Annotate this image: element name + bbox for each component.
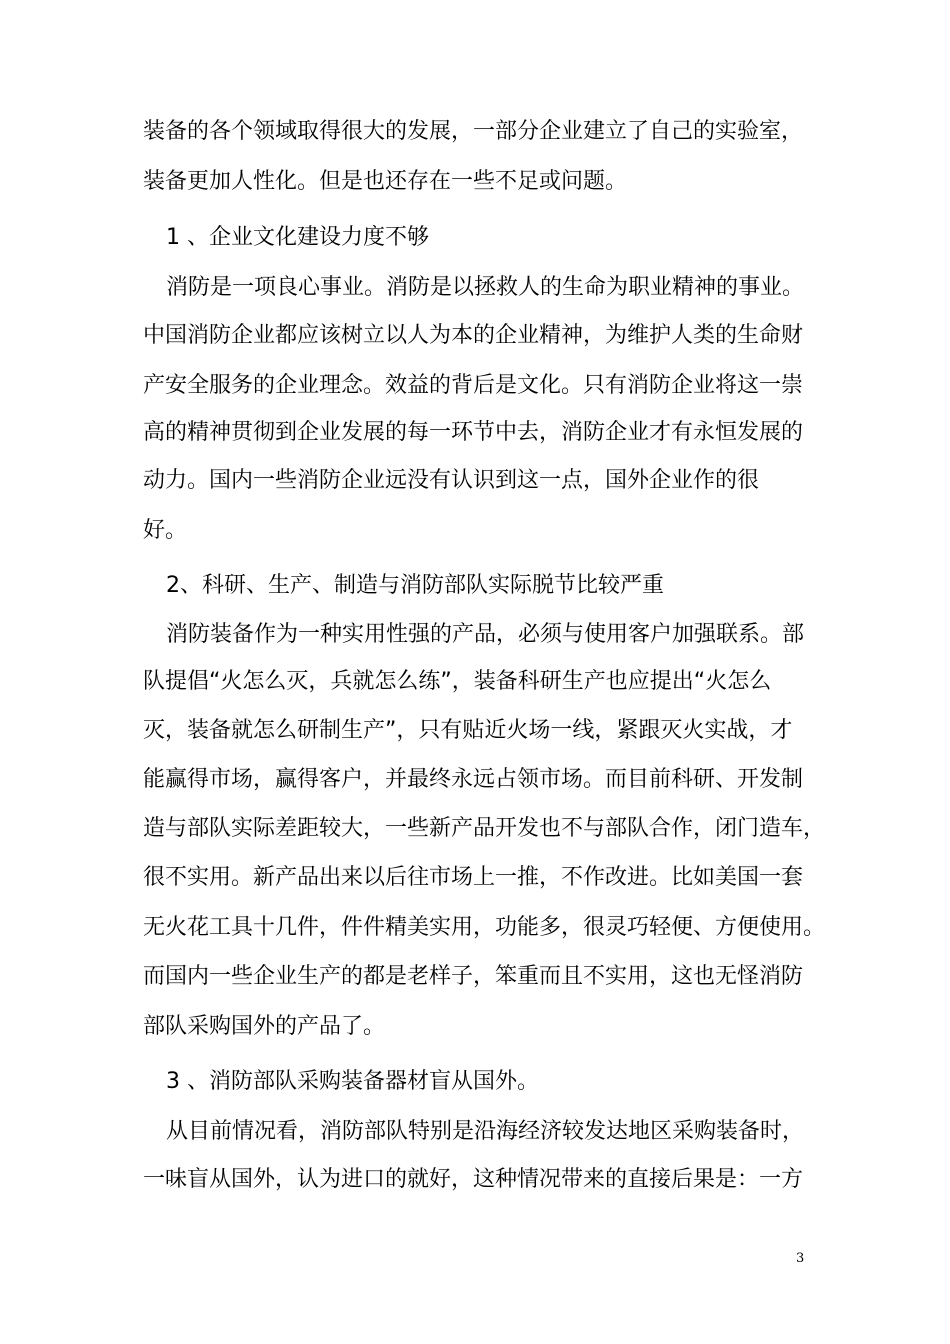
body-text-line: 能赢得市场，赢得客户，并最终永远占领市场。而目前科研、开发制 bbox=[143, 767, 804, 792]
body-text-line: 而国内一些企业生产的都是老样子，笨重而且不实用，这也无怪消防 bbox=[143, 964, 804, 989]
section-heading-1: 1 、企业文化建设力度不够 bbox=[166, 225, 429, 250]
body-text-line: 消防是一项良心事业。消防是以拯救人的生命为职业精神的事业。 bbox=[166, 275, 805, 300]
body-text-line: 很不实用。新产品出来以后往市场上一推，不作改进。比如美国一套 bbox=[143, 865, 804, 890]
section-heading-3: 3 、消防部队采购装备器材盲从国外。 bbox=[166, 1069, 539, 1094]
body-text-line: 中国消防企业都应该树立以人为本的企业精神，为维护人类的生命财 bbox=[143, 323, 804, 348]
body-text-line: 无火花工具十几件，件件精美实用，功能多，很灵巧轻便、方便使用。 bbox=[143, 915, 826, 940]
body-text-line: 动力。国内一些消防企业远没有认识到这一点，国外企业作的很 bbox=[143, 468, 760, 493]
body-text-line: 队提倡“火怎么灭，兵就怎么练”，装备科研生产也应提出“火怎么 bbox=[143, 669, 772, 694]
section-heading-2: 2、科研、生产、制造与消防部队实际脱节比较严重 bbox=[166, 573, 664, 598]
body-text-line: 好。 bbox=[143, 518, 188, 543]
body-text-line: 消防装备作为一种实用性强的产品，必须与使用客户加强联系。部 bbox=[166, 622, 805, 647]
body-text-line: 造与部队实际差距较大，一些新产品开发也不与部队合作，闭门造车， bbox=[143, 816, 826, 841]
body-text-line: 从目前情况看，消防部队特别是沿海经济较发达地区采购装备时， bbox=[166, 1119, 805, 1144]
body-text-line: 部队采购国外的产品了。 bbox=[143, 1014, 386, 1039]
body-text-line: 装备的各个领域取得很大的发展，一部分企业建立了自己的实验室， bbox=[143, 119, 804, 144]
body-text-line: 一味盲从国外，认为进口的就好，这种情况带来的直接后果是：一方 bbox=[143, 1167, 804, 1192]
page-number: 3 bbox=[796, 1251, 805, 1266]
body-text-line: 产安全服务的企业理念。效益的背后是文化。只有消防企业将这一崇 bbox=[143, 373, 804, 398]
body-text-line: 装备更加人性化。但是也还存在一些不足或问题。 bbox=[143, 169, 628, 194]
body-text-line: 灭，装备就怎么研制生产”，只有贴近火场一线，紧跟灭火实战，才 bbox=[143, 718, 793, 743]
body-text-line: 高的精神贯彻到企业发展的每一环节中去，消防企业才有永恒发展的 bbox=[143, 420, 804, 445]
